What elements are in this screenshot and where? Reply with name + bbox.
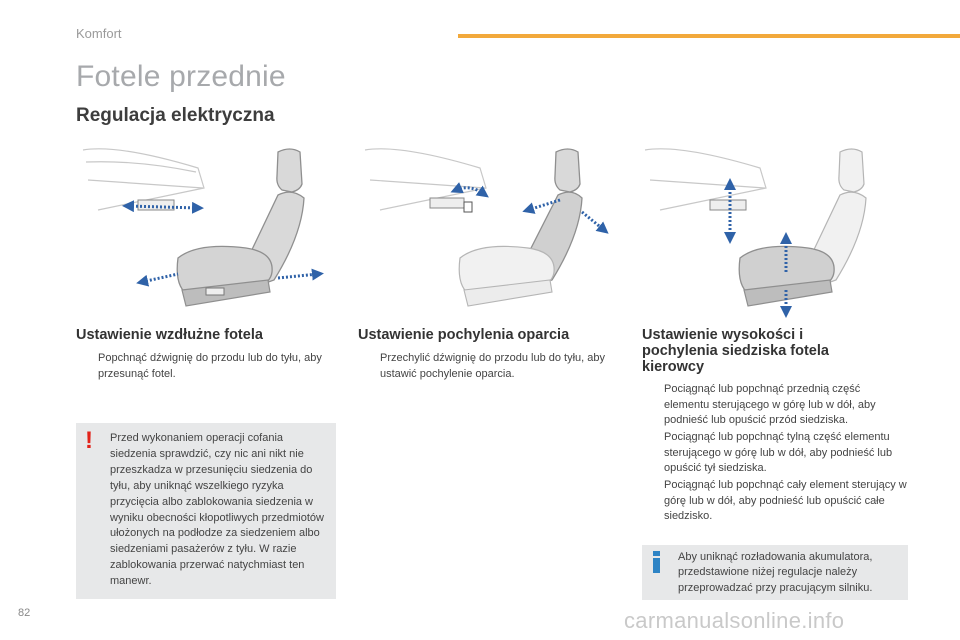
seat-backward-arrow [142,274,178,282]
bullet-text: Pociągnąć lub popchnąć cały element sterujący w górę lub w dół, aby podnieść lub opuścić całe siedzisko. [664,479,907,522]
heading-recline: Ustawienie pochylenia oparcia [358,327,570,343]
bullet-text: Pociągnąć lub popchnąć tylną część elementu sterującego w górę lub w dół, aby podnieść lub opuścić tył siedziska. [664,431,893,474]
warning-box [76,423,336,599]
bullet-height-whole [642,478,908,525]
heading-height-line3: kierowcy [642,359,705,375]
bullet-text: Popchnąć dźwignię do przodu lub do tyłu, aby przesunąć fotel. [98,352,322,380]
page-title: Fotele przednie [76,60,286,93]
info-icon [652,551,661,573]
info-box [642,545,908,600]
seat-forward-arrow [278,274,318,278]
bullet-text: Pociągnąć lub popchnąć przednią część elementu sterującego w górę lub w dół, aby podnieść lub opuścić przód siedziska. [664,383,876,426]
header-accent-line [458,34,960,38]
info-text: Aby uniknąć rozładowania akumulatora, przedstawione niżej regulacje należy przeprowadzać przy pracującym silniku. [678,551,873,594]
seat-cushion [177,246,272,306]
seat-recline-illustration [360,140,610,320]
seat-longitudinal-illustration [78,140,328,320]
page-number: 82 [18,607,31,619]
heading-height [642,327,912,375]
heading-height-line2: pochylenia siedziska fotela [642,343,829,359]
heading-height-line1: Ustawienie wysokości i [642,327,804,343]
bullet-text: Przechylić dźwignię do przodu lub do tyłu, aby ustawić pochylenie oparcia. [380,352,606,380]
bullet-longitudinal [76,351,332,382]
section-label: Komfort [76,26,122,41]
watermark: carmanualsonline.info [624,608,845,633]
backrest-backward-arrow [582,212,604,230]
warning-icon: ! [85,427,93,454]
warning-text: Przed wykonaniem operacji cofania siedzenia sprawdzić, czy nic ani nikt nie przeszkadza w przesunięciu siedzenia do tyłu, aby uniknąć wszelkiego ryzyka przycięcia albo zablokowania siedzenia w wyniku obecności kłopotliwych przedmiotów ułożonych na podłodze za siedzeniem albo siedzeniami pasażerów z tyłu. W razie zablokowania przerwać natychmiast ten manewr. [110,432,324,588]
bullet-recline [358,351,620,382]
heading-longitudinal: Ustawienie wzdłużne fotela [76,327,263,343]
section-heading: Regulacja elektryczna [76,105,275,126]
bullet-height-rear [642,430,908,477]
seat-cushion [459,246,554,306]
seat-height-illustration [640,140,890,320]
bullet-height-front [642,382,908,429]
